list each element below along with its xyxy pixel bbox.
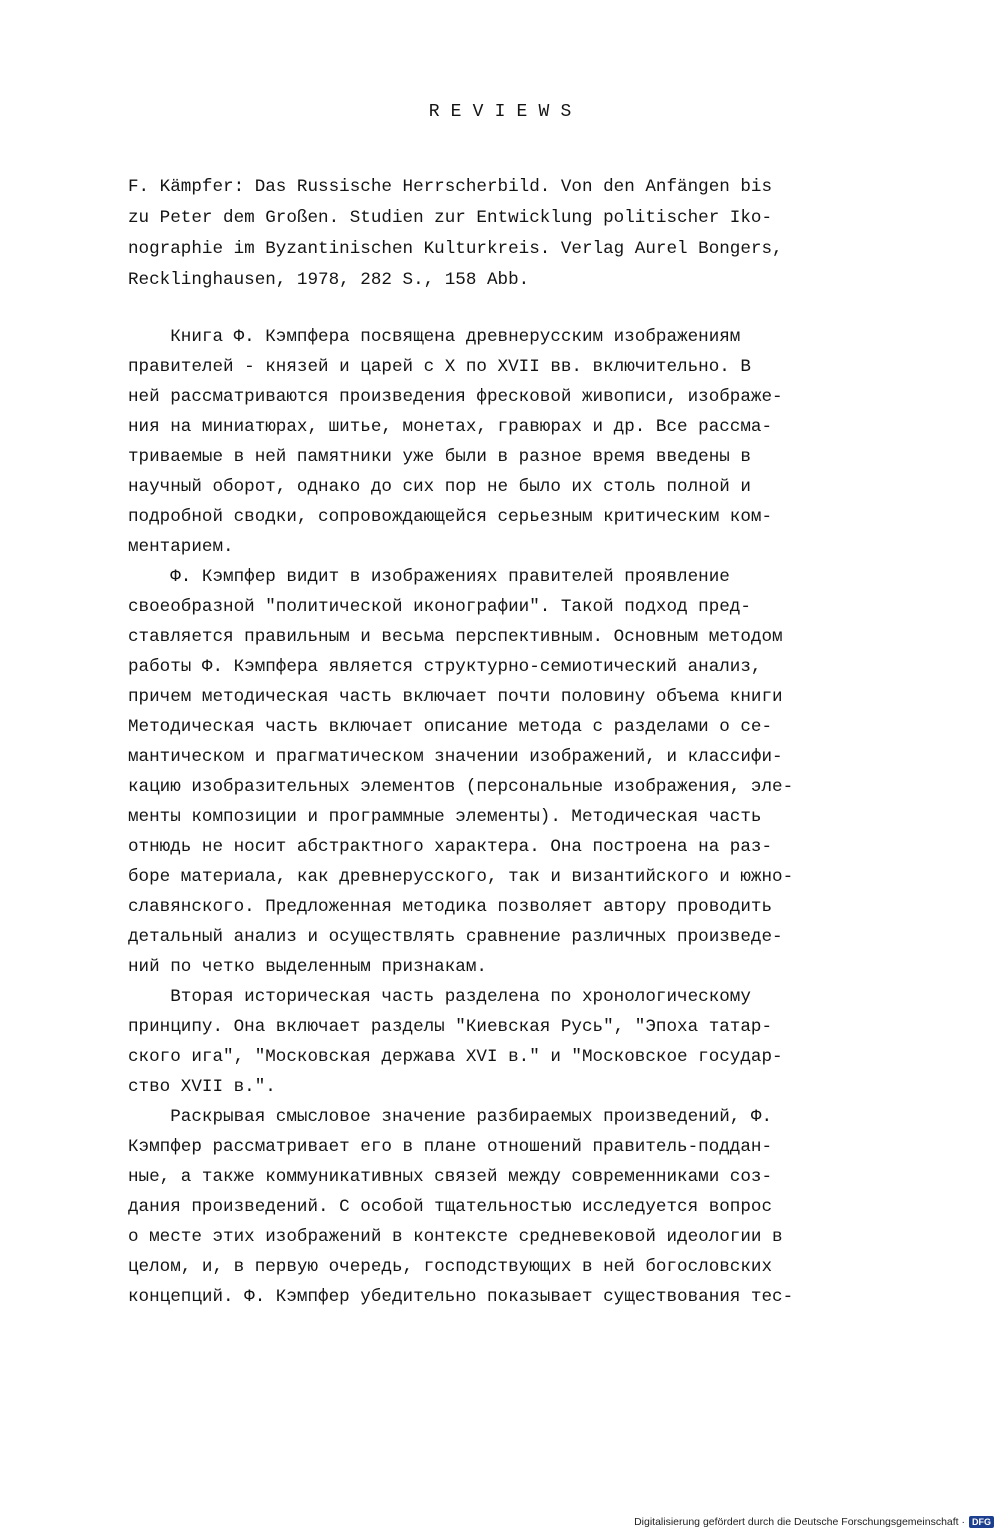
- body-line: концепций. Ф. Кэмпфер убедительно показывает существования тес-: [128, 1287, 794, 1307]
- footer-credit: Digitalisierung gefördert durch die Deutsche Forschungsgemeinschaft ·: [634, 1516, 965, 1528]
- body-line: ные, а также коммуникативных связей между современниками соз-: [128, 1167, 773, 1187]
- body-line: Книга Ф. Кэмпфера посвящена древнерусским изображениям: [128, 327, 741, 347]
- body-line: ство XVII в.".: [128, 1077, 276, 1097]
- review-body: [128, 322, 888, 1312]
- body-line: подробной сводки, сопровождающейся серьезным критическим ком-: [128, 507, 773, 527]
- body-line: ментарием.: [128, 537, 234, 557]
- body-line: детальный анализ и осуществлять сравнение различных произведе-: [128, 927, 783, 947]
- body-line: менты композиции и программные элементы). Методическая часть: [128, 807, 762, 827]
- book-citation: [128, 172, 888, 296]
- body-line: боре материала, как древнерусского, так и византийского и южно-: [128, 867, 794, 887]
- body-line: научный оборот, однако до сих пор не было их столь полной и: [128, 477, 751, 497]
- body-line: причем методическая часть включает почти половину объема книги: [128, 687, 783, 707]
- citation-line: F. Kämpfer: Das Russische Herrscherbild. Von den Anfängen bis: [128, 177, 773, 197]
- body-line: кацию изобразительных элементов (персональные изображения, эле-: [128, 777, 794, 797]
- body-line: Раскрывая смысловое значение разбираемых произведений, Ф.: [128, 1107, 773, 1127]
- body-line: о месте этих изображений в контексте средневековой идеологии в: [128, 1227, 783, 1247]
- body-line: ния на миниатюрах, шитье, монетах, гравюрах и др. Все рассма-: [128, 417, 773, 437]
- body-line: Вторая историческая часть разделена по хронологическому: [128, 987, 751, 1007]
- body-line: правителей - князей и царей с X по XVII вв. включительно. В: [128, 357, 751, 377]
- body-line: дания произведений. С особой тщательностью исследуется вопрос: [128, 1197, 773, 1217]
- body-line: ней рассматриваются произведения фресковой живописи, изображе-: [128, 387, 783, 407]
- body-line: принципу. Она включает разделы "Киевская Русь", "Эпоха татар-: [128, 1017, 773, 1037]
- citation-line: zu Peter dem Großen. Studien zur Entwicklung politischer Iko-: [128, 208, 773, 228]
- body-line: Ф. Кэмпфер видит в изображениях правителей проявление: [128, 567, 730, 587]
- body-line: работы Ф. Кэмпфера является структурно-семиотический анализ,: [128, 657, 762, 677]
- body-line: своеобразной "политической иконографии". Такой подход пред-: [128, 597, 751, 617]
- body-line: Кэмпфер рассматривает его в плане отношений правитель-поддан-: [128, 1137, 773, 1157]
- body-line: ставляется правильным и весьма перспективным. Основным методом: [128, 627, 783, 647]
- body-line: славянского. Предложенная методика позволяет автору проводить: [128, 897, 773, 917]
- body-line: Методическая часть включает описание метода с разделами о се-: [128, 717, 773, 737]
- digitization-footer: [634, 1516, 994, 1528]
- citation-line: Recklinghausen, 1978, 282 S., 158 Abb.: [128, 270, 530, 290]
- body-line: целом, и, в первую очередь, господствующих в ней богословских: [128, 1257, 773, 1277]
- body-line: ний по четко выделенным признакам.: [128, 957, 487, 977]
- body-line: мантическом и прагматическом значении изображений, и классифи-: [128, 747, 783, 767]
- citation-line: nographie im Byzantinischen Kulturkreis. Verlag Aurel Bongers,: [128, 239, 783, 259]
- body-line: отнюдь не носит абстрактного характера. Она построена на раз-: [128, 837, 773, 857]
- body-line: триваемые в ней памятники уже были в разное время введены в: [128, 447, 751, 467]
- dfg-logo: DFG: [969, 1516, 994, 1528]
- body-line: ского ига", "Московская держава XVI в." и "Московское государ-: [128, 1047, 783, 1067]
- section-heading: REVIEWS: [428, 102, 583, 122]
